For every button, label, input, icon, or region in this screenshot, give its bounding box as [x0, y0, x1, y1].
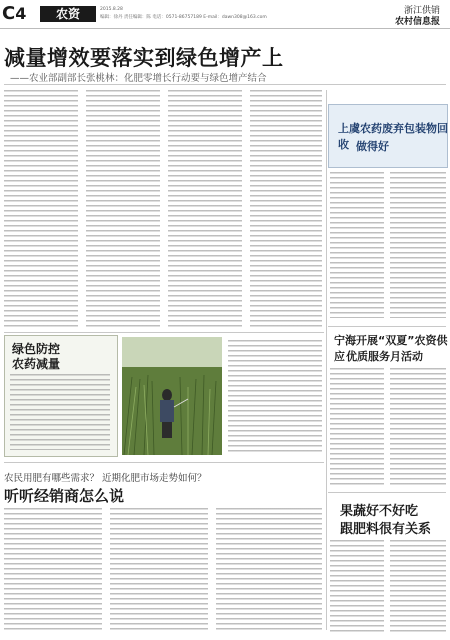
body-text-block — [10, 374, 110, 450]
editor-contact: 编辑：徐丹 责任编辑：陈 电话：0571-86757189 E-mail：dawn308@163.com — [100, 15, 267, 20]
section-name: 农资 — [40, 6, 96, 22]
sidebar-title-line2: 农药减量 — [12, 357, 61, 371]
divider — [4, 332, 324, 333]
body-text-block — [4, 508, 102, 632]
divider — [328, 492, 446, 493]
body-text-block — [330, 540, 384, 632]
divider — [328, 326, 446, 327]
article-title-line2: 跟肥料很有关系 — [340, 522, 432, 537]
section-code — [2, 3, 26, 24]
body-text-block — [390, 540, 446, 632]
publication-subtitle: 农村信息报 — [394, 17, 440, 27]
body-text-block — [390, 368, 446, 488]
feature-title-line2: 做得好 — [356, 140, 389, 153]
publication-name: 浙江供销 — [403, 6, 440, 16]
feature-title-line1: 上虞农药废弃包装物回收 — [338, 122, 448, 151]
bottom-headline: 听听经销商怎么说 — [4, 487, 125, 505]
body-text-block — [4, 90, 78, 330]
main-headline: 减量增效要落实到绿色增产上 — [4, 46, 284, 70]
divider — [4, 462, 324, 463]
field-photo-graphic — [122, 337, 222, 455]
body-text-block — [330, 172, 384, 318]
divider — [4, 84, 446, 85]
body-text-block — [250, 90, 322, 330]
body-text-block — [110, 508, 208, 632]
column-rule — [326, 90, 327, 630]
field-photo — [122, 337, 222, 455]
main-subhead: ——农业部副部长张桃林：化肥零增长行动要与绿色增产结合 — [10, 73, 267, 84]
section-number: 4 — [15, 4, 27, 23]
article-title-line2: 优质服务月活动 — [346, 350, 423, 363]
body-text-block — [168, 90, 242, 330]
body-text-block — [390, 172, 446, 318]
article-title-line1: 宁海开展“双夏”农资供应 — [334, 334, 448, 363]
sidebar-title-line1: 绿色防控 — [12, 342, 61, 356]
body-text-block — [86, 90, 160, 330]
section-letter: C — [2, 3, 16, 24]
body-text-block — [330, 368, 384, 488]
article-title-line1: 果蔬好不好吃 — [340, 504, 419, 519]
body-text-block — [216, 508, 322, 632]
issue-date: 2015.8.28 — [100, 7, 123, 12]
bottom-kicker: 农民用肥有哪些需求？ 近期化肥市场走势如何？ — [4, 473, 207, 484]
body-text-block — [228, 340, 322, 452]
